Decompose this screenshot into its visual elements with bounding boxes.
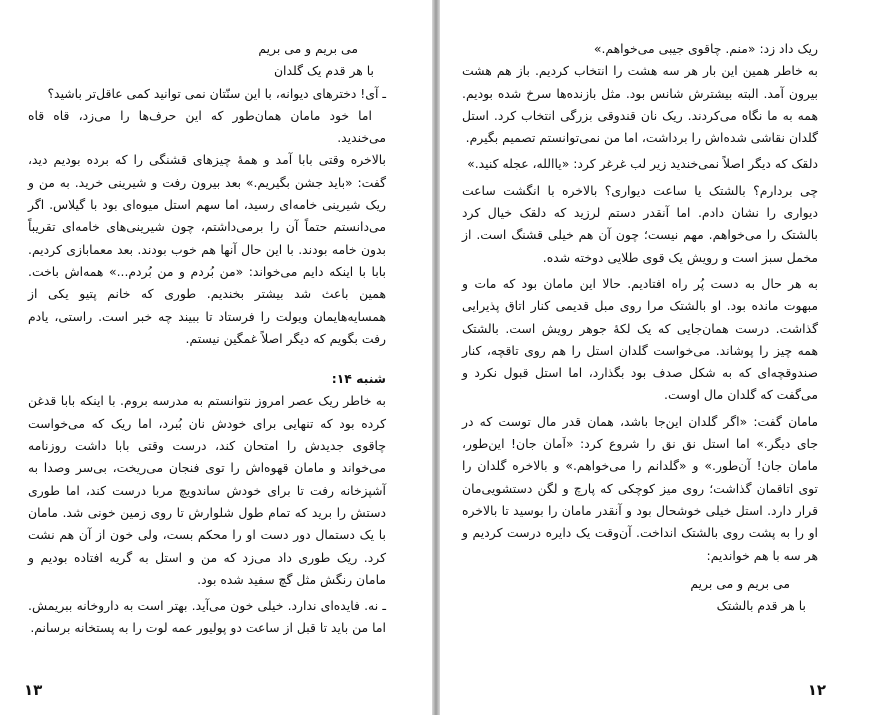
- page-number: ۱۲: [807, 681, 826, 699]
- poem-line: می بریم و می بریم: [690, 575, 790, 591]
- paragraph: به خاطر همین این بار هر سه هشت را انتخاب کردیم. باز هم هشت بیرون آمد. البته بیشترش شانس بود. مثل بازنده‌ها سرخ شده بودیم. همه به ما نگاه می‌کردند. ریک نان قندوقی بزرگی انتخاب کرد. استل گلدان نقاشی شده‌اش را برداشت، اما من نمی‌توانستم تصمیم بگیرم.: [462, 63, 818, 146]
- paragraph: به هر حال به دست پُر راه افتادیم. حالا این مامان بود که مات و مبهوت مانده بود. او بالشتک مرا روی مبل قدیمی کنار اتاق پذیرایی گذاشت. درست همان‌جایی که یک لکهٔ جوهر رویش است. بالشتک همه چیز را پوشاند. می‌خواست گلدان استل را هم روی تاقچه، کنار صندوقچه‌ای که به شکل صدف بود بگذارد، اما استل قبول نکرد و می‌گفت که گلدان مال اوست.: [462, 275, 818, 403]
- paragraph: ریک داد زد: «منم. چاقوی جیبی می‌خواهم.»: [593, 41, 818, 56]
- paragraph: ـ آی! دخترهای دیوانه، با این سنّتان نمی توانید کمی عاقل‌تر باشید؟: [47, 85, 386, 101]
- paragraph: ـ نه. فایده‌ای ندارد. خیلی خون می‌آید. بهتر است به داروخانه ببریمش. اما من باید تا قبل از ساعت دو پولیور عمه لوت را به پستخانه برسانم.: [28, 598, 386, 636]
- poem-stanza-bottom: [462, 573, 818, 618]
- page-number: ۱۳: [24, 681, 43, 699]
- paragraph: اما خود مامان همان‌طور که این حرف‌ها را می‌زد، قاه قاه می‌خندید.: [28, 107, 386, 146]
- poem-line: با هر قدم بالشتک: [716, 598, 806, 614]
- poem-line: می بریم و می بریم: [258, 41, 358, 56]
- paragraph: به خاطر ریک عصر امروز نتوانستم به مدرسه بروم. با اینکه بابا قدغن کرده بود که تنهایی برای خودش نان بُبرد، اما ریک که می‌خواست چاقوی جدیدش را امتحان کند، درست وقتی بابا داشت روزنامه می‌خواند و مامان قهوه‌اش را توی فنجان می‌ریخت، بی‌سر وصدا به آشپزخانه رفت تا برای خودش ساندویچ مربا درست کند، اما طوری دستش را برید که تمام طول شلوارش تا روی زمین خونی شد. مامان با یک دستمال دور دست او را محکم بست، ولی خون از آن هم نشت کرد. ریک طوری داد می‌زد که من و استل به گریه افتاده بودیم و مامان رنگش مثل گچ سفید شده بود.: [28, 393, 386, 587]
- left-page: [0, 0, 432, 715]
- poem-stanza-top: [28, 38, 386, 83]
- paragraph: مامان گفت: «اگر گلدان این‌جا باشد، همان قدر مال توست که در جای دیگر.» اما استل نق نق را شروع کرد: «اَمان جان! این‌طور، مامان جان! آن‌طور.» و «گلدانم را می‌خواهم.» و بالاخره گلدان را توی اتاقمان گذاشت؛ روی میز کوچکی که پارچ و لگن دستشویی‌مان قرار دارد. استل خیلی خوشحال بود و آنقدر مامان را بوسید تا بالاخره او را به پشت روی بالشتک انداخت. آن‌وقت یک دایره درست کردیم و هر سه با هم خواندیم:: [462, 413, 818, 563]
- paragraph: چی بردارم؟ بالشتک یا ساعت دیواری؟ بالاخره با انگشت ساعت دیواری را نشان دادم. اما آنقدر دستم لرزید که دلقک خیال کرد بالشتک را می‌خواهم. مهم نیست؛ چون آن هم خیلی قشنگ است. از مخمل سبز است و رویش یک قوی طلایی دوخته شده.: [462, 182, 818, 265]
- right-page-body: [462, 38, 818, 567]
- poem-line: با هر قدم یک گلدان: [273, 63, 374, 79]
- right-page: [440, 0, 870, 715]
- paragraph: بالاخره وقتی بابا آمد و همهٔ چیزهای قشنگی را که برده بودیم دید، گفت: «باید جشن بگیریم.» بعد بیرون رفت و شیرینی خرید. به من و ریک شیرینی خامه‌ای رسید، اما سهم استل میوه‌ای بود با گیلاس. اگر می‌دانستم حتماً آن را برمی‌داشتم، چون شیرینی‌های خامه‌ای تقریباً بدون خامه بودند. با این حال آنها هم خوب بودند. بعد معمابازی کردیم. بابا با اینکه دایم می‌خواند: «من بُردم و من بُردم...» همه‌اش باخت. همین باعث شد بیشتر بخندیم. طوری که خانم پتیو یکی از همسایه‌هایمان ویولت را فرستاد تا ببیند چه خبر است. راستی، یادم رفت بگویم که دیگر اصلاً غمگین نیستم.: [28, 152, 386, 346]
- diary-entry-heading: شنبه ۱۴:: [331, 371, 386, 387]
- left-page-body: [28, 83, 386, 640]
- book-gutter: [432, 0, 440, 715]
- paragraph: دلقک که دیگر اصلاً نمی‌خندید زیر لب غرغر کرد: «یاالله، عجله کنید.»: [467, 156, 818, 172]
